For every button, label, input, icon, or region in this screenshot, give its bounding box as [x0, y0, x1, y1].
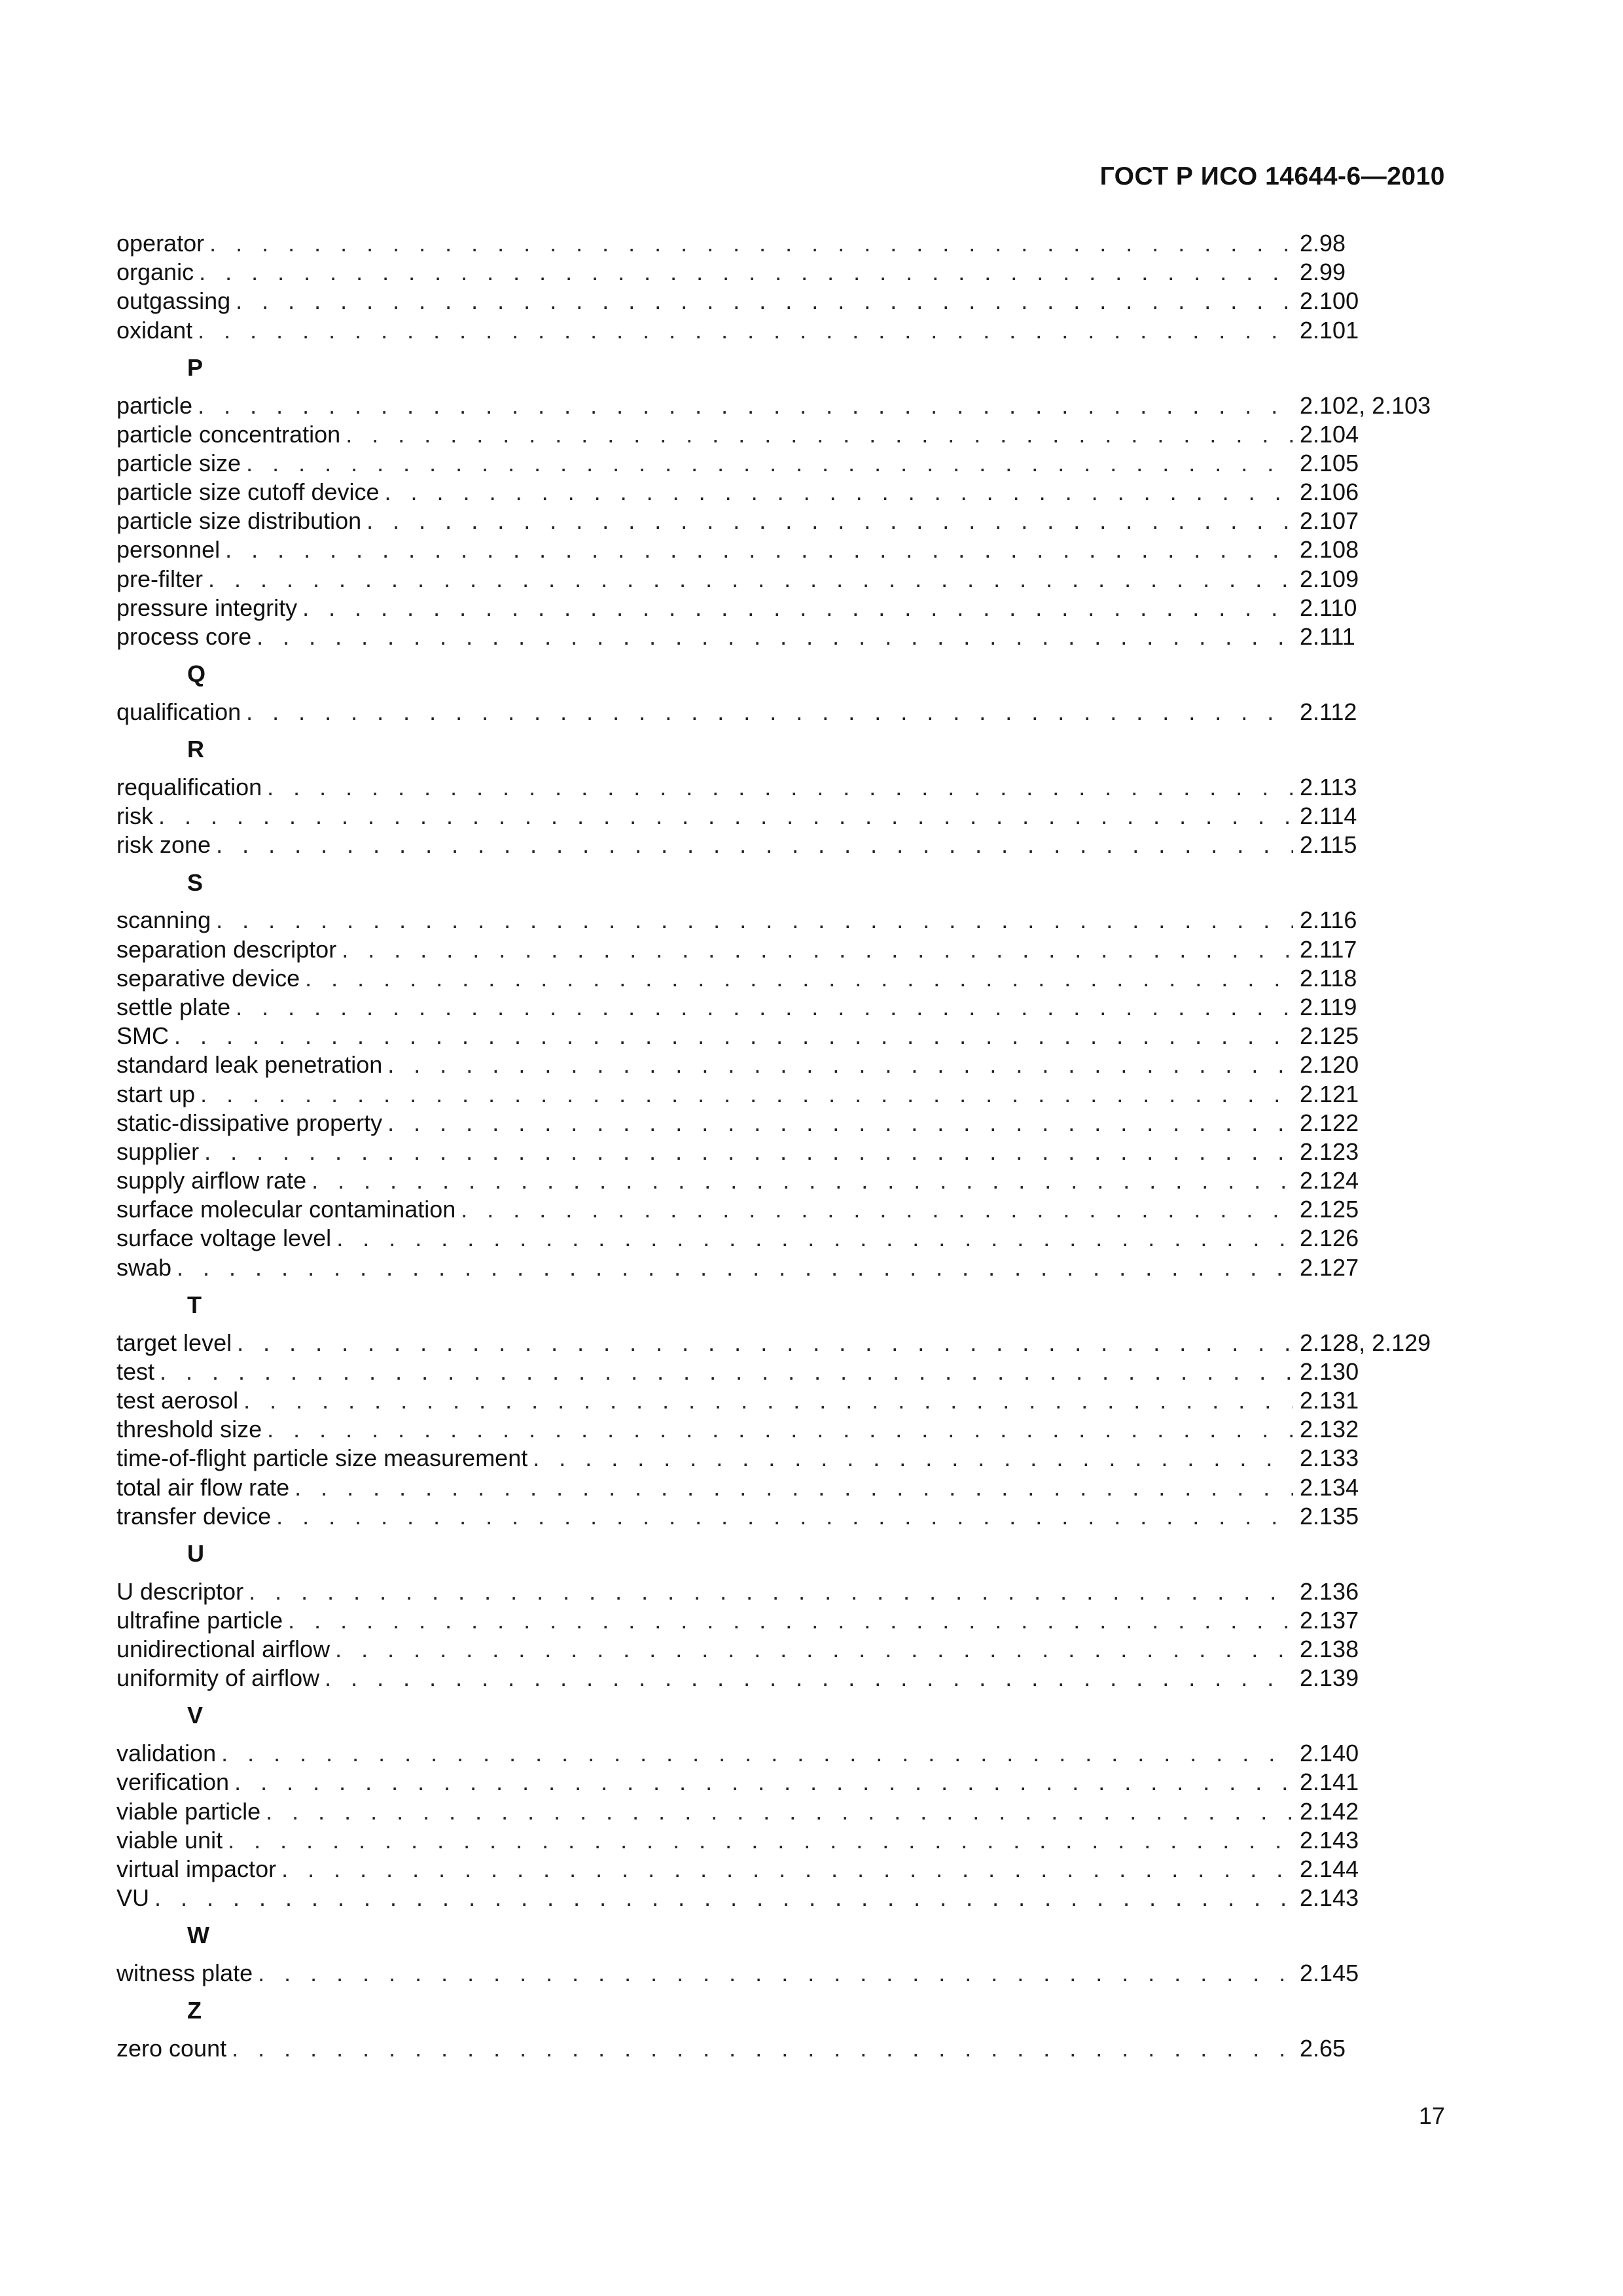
index-reference: 2.119 [1300, 993, 1357, 1020]
index-entry [116, 1444, 1445, 1473]
index-reference: 2.140 [1300, 1740, 1359, 1767]
index-term: viable particle [116, 1797, 261, 1825]
index-term: test [116, 1357, 155, 1385]
index-term: particle size cutoff device [116, 478, 380, 506]
index-term: supplier [116, 1138, 200, 1165]
dot-leader [385, 478, 1293, 507]
index-entry [116, 1022, 1445, 1050]
index-entry [116, 449, 1445, 478]
index-entry [116, 391, 1445, 420]
index-entry [116, 1739, 1445, 1768]
dot-leader [281, 1855, 1293, 1884]
dot-leader [342, 935, 1293, 964]
index-entry [116, 1329, 1445, 1357]
dot-leader [221, 1739, 1293, 1768]
page-number: 17 [1418, 2102, 1445, 2129]
index-term: total air flow rate [116, 1473, 290, 1501]
index-term: operator [116, 230, 205, 257]
index-entry [116, 1166, 1445, 1195]
index-entry [116, 1080, 1445, 1109]
index-entry [116, 1577, 1445, 1606]
index-entry [116, 964, 1445, 993]
index-reference: 2.134 [1300, 1473, 1359, 1501]
index-reference: 2.123 [1300, 1138, 1359, 1165]
index-entry [116, 478, 1445, 507]
index-term: zero count [116, 2035, 227, 2062]
index-reference: 2.143 [1300, 1826, 1359, 1854]
index-term: unidirectional airflow [116, 1636, 330, 1663]
index-entry [116, 1253, 1445, 1282]
index-term: virtual impactor [116, 1856, 277, 1883]
dot-leader [249, 1577, 1293, 1606]
dot-leader [533, 1444, 1293, 1473]
index-entry [116, 1855, 1445, 1884]
dot-leader [158, 802, 1293, 831]
index-reference: 2.139 [1300, 1664, 1359, 1692]
index-term: process core [116, 623, 252, 651]
index-reference: 2.121 [1300, 1080, 1359, 1107]
dot-leader [276, 1502, 1293, 1531]
index-term: witness plate [116, 1960, 253, 1987]
index-reference: 2.113 [1300, 774, 1357, 801]
dot-leader [246, 449, 1293, 478]
index-term: start up [116, 1080, 196, 1107]
index-entry [116, 1473, 1445, 1502]
dot-leader [461, 1195, 1293, 1224]
index-entry [116, 420, 1445, 449]
dot-leader [154, 1884, 1293, 1912]
dot-leader [243, 1386, 1293, 1415]
dot-leader [246, 698, 1293, 726]
index-entry [116, 258, 1445, 287]
index-term: personnel [116, 536, 221, 564]
index-reference: 2.132 [1300, 1416, 1359, 1443]
index-entry [116, 1884, 1445, 1912]
index-reference: 2.144 [1300, 1856, 1359, 1883]
index-reference: 2.116 [1300, 906, 1357, 934]
index-term: pre-filter [116, 565, 204, 592]
index-term: particle size [116, 449, 241, 476]
index-term: organic [116, 259, 194, 286]
index-reference: 2.122 [1300, 1109, 1359, 1136]
index-reference: 2.100 [1300, 287, 1359, 315]
index-entry [116, 535, 1445, 564]
dot-leader [335, 1635, 1293, 1664]
index-term: particle size distribution [116, 507, 362, 535]
index-entry [116, 1357, 1445, 1386]
index-letter-heading: S [187, 869, 204, 896]
index-entry [116, 1768, 1445, 1797]
index-reference: 2.117 [1300, 935, 1357, 963]
dot-leader [216, 906, 1293, 935]
index-term: transfer device [116, 1502, 272, 1530]
index-reference: 2.102, 2.103 [1300, 391, 1431, 419]
index-reference: 2.124 [1300, 1167, 1359, 1194]
index-reference: 2.120 [1300, 1051, 1359, 1079]
index-term: VU [116, 1884, 150, 1912]
index-reference: 2.105 [1300, 449, 1359, 476]
index-reference: 2.143 [1300, 1884, 1359, 1912]
index-entry [116, 1050, 1445, 1079]
index-term: viable unit [116, 1826, 223, 1854]
index-term: surface voltage level [116, 1225, 332, 1252]
index-term: oxidant [116, 316, 193, 344]
index-entry [116, 1635, 1445, 1664]
dot-leader [198, 391, 1293, 420]
dot-leader [208, 565, 1293, 594]
index-entry [116, 1195, 1445, 1224]
index-reference: 2.112 [1300, 698, 1357, 726]
index-entry [116, 1797, 1445, 1826]
index-term: target level [116, 1329, 232, 1356]
dot-leader [225, 535, 1293, 564]
index-term: swab [116, 1253, 172, 1281]
index-reference: 2.127 [1300, 1253, 1359, 1281]
index-entry [116, 507, 1445, 535]
index-entry [116, 1606, 1445, 1635]
dot-leader [257, 622, 1293, 651]
index-reference: 2.130 [1300, 1357, 1359, 1385]
index-letter-heading: T [187, 1291, 202, 1318]
index-term: scanning [116, 906, 211, 934]
index-entry [116, 565, 1445, 594]
index-reference: 2.141 [1300, 1768, 1359, 1796]
dot-leader [204, 1138, 1293, 1166]
index-term: qualification [116, 698, 241, 726]
index-entry [116, 1826, 1445, 1855]
index-entry [116, 2034, 1445, 2063]
index-entry [116, 993, 1445, 1022]
index-reference: 2.135 [1300, 1502, 1359, 1530]
index-reference: 2.109 [1300, 565, 1359, 592]
dot-leader [209, 229, 1293, 258]
index-entry [116, 1502, 1445, 1531]
index-entry [116, 316, 1445, 345]
index-reference: 2.65 [1300, 2035, 1346, 2062]
index-reference: 2.125 [1300, 1022, 1359, 1050]
index-letter-heading: P [187, 353, 204, 381]
alphabetical-index [116, 229, 1445, 2063]
index-term: particle [116, 391, 193, 419]
index-term: risk [116, 802, 153, 830]
dot-leader [236, 287, 1293, 315]
index-term: separative device [116, 964, 300, 992]
index-term: separation descriptor [116, 935, 337, 963]
index-term: standard leak penetration [116, 1051, 383, 1079]
index-reference: 2.145 [1300, 1960, 1359, 1987]
index-term: ultrafine particle [116, 1606, 283, 1634]
index-reference: 2.136 [1300, 1577, 1359, 1605]
index-term: requalification [116, 774, 262, 801]
index-letter-heading: R [187, 736, 204, 763]
dot-leader [305, 964, 1293, 993]
index-term: verification [116, 1768, 230, 1796]
index-entry [116, 287, 1445, 315]
index-term: risk zone [116, 831, 211, 859]
index-letter-heading: W [187, 1922, 209, 1949]
index-term: settle plate [116, 993, 231, 1020]
index-reference: 2.101 [1300, 316, 1359, 344]
dot-leader [266, 1797, 1293, 1826]
index-reference: 2.110 [1300, 594, 1357, 621]
index-entry [116, 831, 1445, 859]
dot-leader [160, 1357, 1293, 1386]
index-reference: 2.138 [1300, 1636, 1359, 1663]
index-term: uniformity of airflow [116, 1664, 320, 1692]
index-term: outgassing [116, 287, 231, 315]
index-term: test aerosol [116, 1386, 239, 1414]
index-entry [116, 1664, 1445, 1693]
dot-leader [387, 1050, 1293, 1079]
index-entry [116, 1224, 1445, 1253]
index-entry [116, 594, 1445, 622]
index-term: time-of-flight particle size measurement [116, 1444, 528, 1472]
dot-leader [267, 1415, 1293, 1444]
index-reference: 2.114 [1300, 802, 1357, 830]
index-reference: 2.107 [1300, 507, 1359, 535]
index-entry [116, 229, 1445, 258]
dot-leader [288, 1606, 1293, 1635]
index-reference: 2.115 [1300, 831, 1357, 859]
dot-leader [302, 594, 1293, 622]
index-term: supply airflow rate [116, 1167, 307, 1194]
dot-leader [174, 1022, 1293, 1050]
dot-leader [236, 993, 1293, 1022]
dot-leader [216, 831, 1293, 859]
index-reference: 2.142 [1300, 1797, 1359, 1825]
index-entry [116, 906, 1445, 935]
index-term: surface molecular contamination [116, 1196, 456, 1223]
index-entry [116, 1138, 1445, 1166]
dot-leader [228, 1826, 1293, 1855]
index-reference: 2.106 [1300, 478, 1359, 506]
index-reference: 2.98 [1300, 230, 1346, 257]
index-entry [116, 622, 1445, 651]
dot-leader [312, 1166, 1293, 1195]
index-reference: 2.104 [1300, 420, 1359, 448]
dot-leader [232, 2034, 1293, 2063]
dot-leader [177, 1253, 1293, 1282]
dot-leader [237, 1329, 1293, 1357]
document-header: ГОСТ Р ИСО 14644-6—2010 [1099, 162, 1445, 190]
index-reference: 2.118 [1300, 964, 1357, 992]
index-entry [116, 698, 1445, 726]
index-term: SMC [116, 1022, 169, 1050]
index-letter-heading: Z [187, 1997, 202, 2024]
dot-leader [294, 1473, 1293, 1502]
dot-leader [336, 1224, 1293, 1253]
dot-leader [387, 1109, 1293, 1138]
index-term: pressure integrity [116, 594, 298, 621]
index-term: particle concentration [116, 420, 341, 448]
index-reference: 2.111 [1300, 623, 1355, 651]
index-term: threshold size [116, 1416, 262, 1443]
index-entry [116, 802, 1445, 831]
index-term: static-dissipative property [116, 1109, 383, 1136]
index-entry [116, 1415, 1445, 1444]
index-reference: 2.137 [1300, 1606, 1359, 1634]
index-reference: 2.99 [1300, 259, 1346, 286]
index-reference: 2.133 [1300, 1444, 1359, 1472]
dot-leader [198, 316, 1293, 345]
index-term: validation [116, 1740, 217, 1767]
index-reference: 2.108 [1300, 536, 1359, 564]
index-letter-heading: V [187, 1702, 204, 1729]
index-entry [116, 1109, 1445, 1138]
dot-leader [234, 1768, 1293, 1797]
index-reference: 2.128, 2.129 [1300, 1329, 1431, 1356]
dot-leader [200, 1080, 1293, 1109]
index-letter-heading: Q [187, 660, 206, 688]
index-term: U descriptor [116, 1577, 244, 1605]
index-reference: 2.126 [1300, 1225, 1359, 1252]
dot-leader [258, 1959, 1293, 1988]
dot-leader [346, 420, 1293, 449]
index-entry [116, 773, 1445, 802]
index-letter-heading: U [187, 1539, 204, 1567]
dot-leader [325, 1664, 1293, 1693]
index-entry [116, 1959, 1445, 1988]
dot-leader [366, 507, 1293, 535]
dot-leader [199, 258, 1293, 287]
index-entry [116, 1386, 1445, 1415]
dot-leader [267, 773, 1293, 802]
index-entry [116, 935, 1445, 964]
index-reference: 2.125 [1300, 1196, 1359, 1223]
index-reference: 2.131 [1300, 1386, 1359, 1414]
